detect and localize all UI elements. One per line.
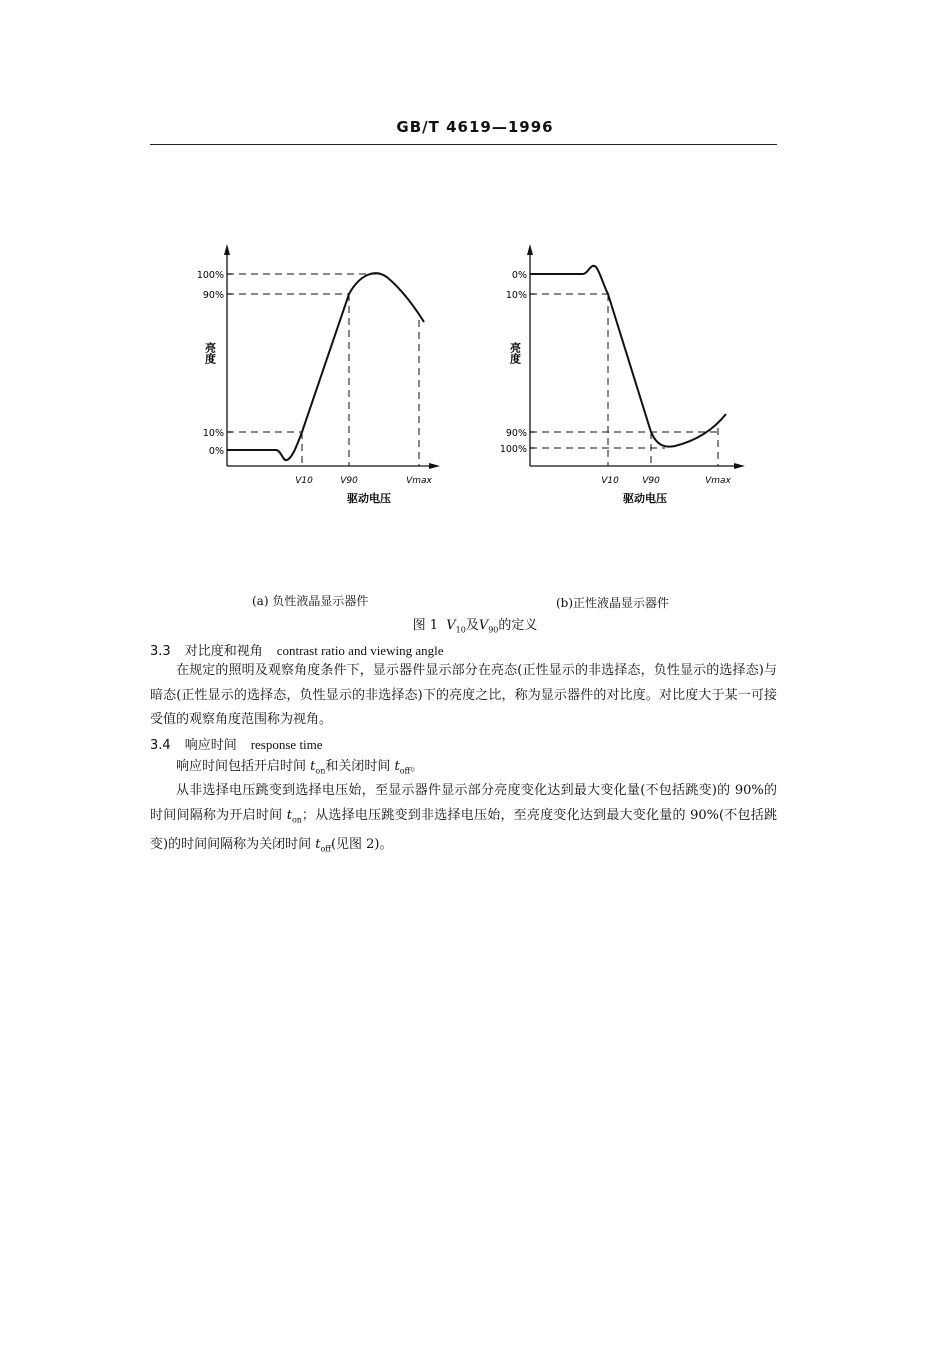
header-rule [150,144,777,145]
section-3-3-title-en: contrast ratio and viewing angle [276,643,444,658]
p2-ton: t [286,807,292,823]
p2-text-a: 从非选择电压跳变到选择电压始，至显示器件显示部分亮度变化达到最大变化量(不包括跳变)的 90%的时间间隔称为开启时间 [150,783,777,823]
figure-title-prefix: 图 1 [412,618,438,633]
p1-ton-sub: on [315,766,326,776]
chart-b-ytick-0: 0% [511,270,527,281]
caption-b: (b)正性液晶显示器件 [556,596,670,610]
page-header-code: GB/T 4619—1996 [396,118,554,136]
chart-a-xtick-v90: V90 [340,476,358,486]
chart-b-y-arrow [527,244,533,255]
section-3-4-para-2 [150,779,777,862]
p2-toff-sub: off [320,844,331,854]
p1-ton: t [310,759,316,774]
p1-text-c: 。 [410,759,424,774]
figure-title-v90: V [478,618,489,633]
p1-text-b: 和关闭时间 [325,759,395,774]
chart-b-positive-lcd [485,240,755,520]
section-3-3-body: 在规定的照明及观察角度条件下，显示器件显示部分在亮态(正性显示的非选择态，负性显示的选择态)与暗态(正性显示的选择态，负性显示的非选择态)下的亮度之比，称为显示器件的对比度。对比度大于某一可接受值的观察角度范围称为视角。 [150,663,777,727]
chart-a-ytick-10: 10% [202,428,224,439]
section-3-3-heading [150,640,443,659]
chart-b-ytick-90: 90% [505,428,527,439]
chart-a-x-arrow [429,463,440,469]
figure-title-suffix: 的定义 [498,618,538,633]
section-3-4-number: 3.4 [150,738,171,753]
p1-toff: t [394,759,400,774]
chart-b-curve [530,266,726,447]
chart-a-ylabel: 亮度 [203,342,217,364]
section-3-4-title-en: response time [250,737,323,752]
p2-ton-sub: on [291,815,302,825]
p2-toff: t [315,836,321,852]
chart-a-y-arrow [224,244,230,255]
chart-a-ytick-100: 100% [196,270,224,281]
figure-title-v90-sub: 90 [488,625,499,635]
section-3-4-title: 响应时间 [184,738,237,753]
p1-text-a: 响应时间包括开启时间 [176,759,311,774]
chart-a-ytick-90: 90% [202,290,224,301]
chart-b-ytick-10: 10% [505,290,527,301]
chart-b-ylabel: 亮度 [508,342,522,364]
p1-toff-sub: off [399,766,411,776]
chart-b-xtick-v10: V10 [601,476,619,486]
chart-a-xtick-v10: V10 [295,476,313,486]
section-3-4-heading [150,734,323,753]
section-3-3-number: 3.3 [150,644,171,659]
chart-b-xtick-vmax: Vmax [705,476,731,486]
figure-title [0,614,950,635]
chart-b-xlabel: 驱动电压 [623,492,667,505]
figure-title-v10: V [446,618,456,633]
chart-b-xtick-v90: V90 [642,476,660,486]
chart-b-x-arrow [734,463,745,469]
figure-title-mid: 及 [465,618,479,633]
chart-a-negative-lcd [180,240,450,520]
chart-a-ytick-0: 0% [208,446,224,457]
chart-a-xlabel: 驱动电压 [347,492,391,505]
p2-text-b: ；从选择电压跳变到非选择电压始，至亮度变化达到最大变化量的 90%(不包括跳变)的时间间隔称为关闭时间 [150,807,777,852]
caption-a: (a) 负性液晶显示器件 [252,594,369,608]
p2-text-c: (见图 2)。 [330,836,393,852]
chart-a-xtick-vmax: Vmax [406,476,432,486]
section-3-3-title: 对比度和视角 [184,644,263,659]
figure-title-v10-sub: 10 [455,625,466,635]
chart-b-ytick-100: 100% [499,444,527,455]
